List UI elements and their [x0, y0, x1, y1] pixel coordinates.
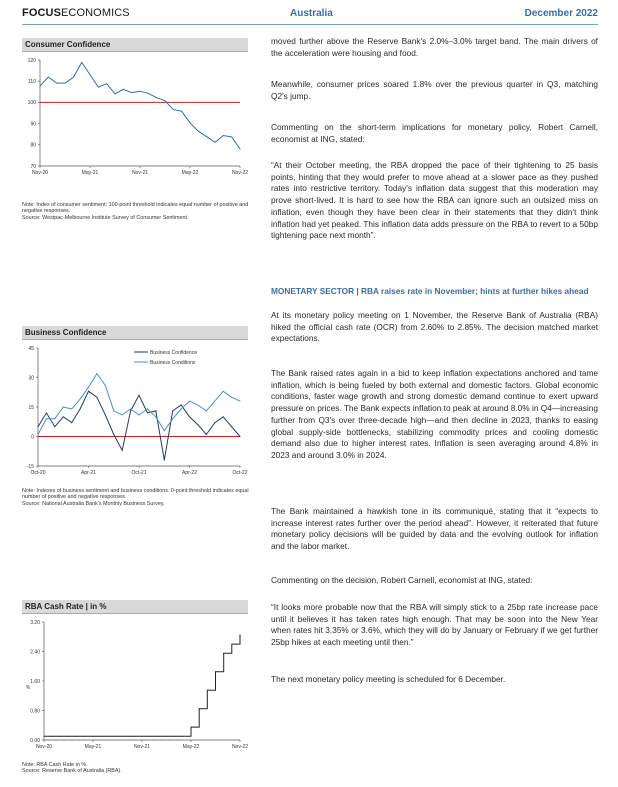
chart-note: Note: RBA Cash Rate in %.	[22, 762, 88, 768]
paragraph-2: Meanwhile, consumer prices soared 1.8% over the previous quarter in Q3, matching Q2's jump.	[271, 79, 598, 101]
data-point	[215, 671, 216, 672]
chart-source: Source: Westpac-Melbourne Institute Survey of Consumer Sentiment.	[22, 214, 189, 221]
data-point	[147, 408, 148, 409]
y-tick-label: 100	[27, 100, 36, 107]
legend-label: Business Conditions	[150, 359, 196, 366]
data-point	[174, 736, 175, 737]
data-point	[231, 644, 232, 645]
y-axis-label: %	[25, 685, 31, 691]
rba-cash-rate-plot	[22, 614, 248, 754]
data-point	[73, 77, 74, 78]
data-point	[150, 736, 151, 737]
data-point	[214, 422, 215, 423]
data-point	[88, 387, 89, 388]
data-point	[206, 136, 207, 137]
data-point	[101, 736, 102, 737]
quote-1: “At their October meeting, the RBA dropped the pace of their tightening to 25 basis points, hinting that they would prefer to move ahead at a slower pace as they pushed rates into restrictive territory. Today's inflation data suggest that this moderation may prove short-lived. It is hard to see how the RBA can ignore such an outsized miss on inflation, even though they have been clear in their statements that they didn't think inflation had yet peaked. This inflation data adds pressure on the RBA to revert to a 50bp tightening pace next month”.	[271, 160, 598, 241]
data-point	[68, 736, 69, 737]
data-point	[54, 426, 55, 427]
data-point	[223, 391, 224, 392]
chart-note: Note: Index of consumer sentiment; 100-point threshold indicates equal number of positive and negative responses.	[22, 202, 249, 215]
data-point	[215, 142, 216, 143]
data-point	[76, 736, 77, 737]
x-tick-label: May-22	[181, 170, 199, 176]
data-point	[223, 135, 224, 136]
data-point	[46, 418, 47, 419]
data-point	[231, 136, 232, 137]
data-point	[105, 414, 106, 415]
data-point	[189, 416, 190, 417]
data-point	[122, 414, 123, 415]
data-point	[206, 410, 207, 411]
y-tick-label: 1.60	[30, 678, 40, 685]
y-tick-label: 3.20	[30, 619, 40, 626]
x-tick-label: Nov-21	[133, 744, 151, 750]
data-point	[206, 434, 207, 435]
chart-note: Note: Indexes of business sentiment and business conditions. 0-point threshold indicates equal number of positive and negative responses.	[22, 488, 249, 501]
y-tick-label: 0.80	[30, 708, 40, 715]
data-point	[71, 422, 72, 423]
paragraph-8: Commenting on the decision, Robert Carnell, economist at ING, stated:	[271, 575, 533, 585]
x-tick-label: Oct-20	[30, 470, 46, 476]
data-point	[90, 74, 91, 75]
data-point	[93, 736, 94, 737]
business-confidence-plot	[22, 340, 248, 480]
report-date: December 2022	[524, 8, 598, 19]
data-point	[197, 405, 198, 406]
consumer-confidence-chart	[22, 38, 248, 180]
data-point	[142, 736, 143, 737]
x-tick-label: Oct-22	[232, 470, 248, 476]
data-point	[122, 450, 123, 451]
x-tick-label: May-22	[182, 744, 200, 750]
data-point	[60, 736, 61, 737]
data-point	[231, 397, 232, 398]
data-point	[84, 736, 85, 737]
data-point	[197, 424, 198, 425]
data-point	[165, 100, 166, 101]
data-point	[231, 426, 232, 427]
data-point	[189, 401, 190, 402]
series-line-1	[40, 63, 240, 150]
data-point	[133, 736, 134, 737]
paragraph-3: Commenting on the short-term implications for monetary policy, Robert Carnell, economist at ING, stated:	[271, 122, 598, 144]
data-point	[54, 418, 55, 419]
rba-cash-rate-chart	[22, 600, 248, 754]
data-point	[113, 410, 114, 411]
focus-economics-logo: FOCUSECONOMICS	[22, 7, 130, 19]
chart-source: Source: Reserve Bank of Australia (RBA).	[22, 768, 122, 775]
data-point	[240, 149, 241, 150]
data-point	[40, 86, 41, 87]
header-rule	[22, 24, 598, 25]
series-line-1	[44, 635, 240, 736]
data-point	[56, 83, 57, 84]
chart-source: Source: National Australia Bank's Monthly Business Survey.	[22, 500, 165, 507]
data-point	[80, 408, 81, 409]
x-tick-label: Nov-21	[131, 170, 149, 176]
y-tick-label: 0	[31, 434, 34, 441]
paragraph-7: The Bank maintained a hawkish tone in its communiqué, stating that it “expects to increase interest rates further over the period ahead”. However, it reiterated that future monetary policy decisions will be guided by data and the evolving outlook for inflation and the labor market.	[271, 506, 598, 552]
data-point	[240, 401, 241, 402]
data-point	[148, 93, 149, 94]
data-point	[181, 111, 182, 112]
y-tick-label: 110	[28, 79, 36, 85]
data-point	[105, 385, 106, 386]
x-tick-label: Nov-22	[231, 170, 248, 176]
data-point	[44, 736, 45, 737]
paragraph-5: At its monetary policy meeting on 1 November, the Reserve Bank of Australia (RBA) hiked the official cash rate (OCR) from 2.60% to 2.85%. The decision matched market expectations.	[271, 310, 598, 344]
business-confidence-chart	[22, 326, 248, 480]
data-point	[131, 92, 132, 93]
x-tick-label: Apr-22	[181, 470, 198, 476]
data-point	[223, 416, 224, 417]
data-point	[106, 83, 107, 84]
data-point	[130, 410, 131, 411]
business-confidence-note	[22, 488, 262, 507]
data-point	[109, 736, 110, 737]
y-tick-label: 45	[28, 345, 34, 352]
data-point	[147, 412, 148, 413]
section-heading: MONETARY SECTOR | RBA raises rate in November; hints at further hikes ahead	[271, 286, 589, 296]
chart-title: Consumer Confidence	[22, 38, 248, 52]
x-tick-label: Apr-21	[80, 470, 97, 476]
data-point	[207, 690, 208, 691]
country-label: Australia	[290, 8, 333, 19]
y-tick-label: 15	[28, 404, 34, 411]
data-point	[96, 373, 97, 374]
data-point	[139, 414, 140, 415]
data-point	[113, 434, 114, 435]
paragraph-1: moved further above the Reserve Bank's 2.0%–3.0% target band. The main drivers of the acceleration were housing and food.	[271, 36, 598, 58]
data-point	[198, 131, 199, 132]
data-point	[98, 87, 99, 88]
data-point	[223, 653, 224, 654]
data-point	[199, 708, 200, 709]
data-point	[63, 416, 64, 417]
data-point	[181, 408, 182, 409]
consumer-confidence-note	[22, 202, 262, 221]
data-point	[240, 634, 241, 635]
data-point	[191, 727, 192, 728]
paragraph-10: The next monetary policy meeting is scheduled for 6 December.	[271, 674, 506, 684]
data-point	[125, 736, 126, 737]
x-tick-label: Nov-20	[35, 744, 53, 750]
y-tick-label: 0.00	[30, 737, 40, 744]
data-point	[172, 410, 173, 411]
data-point	[164, 430, 165, 431]
legend-label: Business Confidence	[150, 349, 197, 356]
series-line-2	[38, 374, 240, 435]
x-tick-label: Nov-20	[31, 170, 49, 176]
chart-title: Business Confidence	[22, 326, 248, 340]
data-point	[240, 436, 241, 437]
chart-title: RBA Cash Rate | in %	[22, 600, 248, 614]
data-point	[52, 736, 53, 737]
data-point	[123, 89, 124, 90]
rba-cash-rate-note	[22, 762, 262, 775]
data-point	[182, 736, 183, 737]
data-point	[139, 395, 140, 396]
x-tick-label: May-21	[84, 744, 102, 750]
quote-2: “It looks more probable now that the RBA will simply stick to a 25bp rate increase pace until it believes it has taken rates high enough. That may be soon into the New Year when rates hit 3.35% or 3.6%, which they will do by January or February if we get further 25bp hikes at each meeting until then.”	[271, 602, 598, 648]
y-tick-label: 2.40	[30, 649, 40, 656]
x-tick-label: Oct-21	[131, 470, 147, 476]
data-point	[140, 91, 141, 92]
data-point	[117, 736, 118, 737]
y-tick-label: 80	[30, 142, 36, 149]
data-point	[48, 76, 49, 77]
series-line-1	[38, 391, 240, 460]
data-point	[46, 412, 47, 413]
y-tick-label: 90	[30, 121, 36, 128]
page-header	[22, 6, 598, 24]
paragraph-6: The Bank raised rates again in a bid to keep inflation expectations anchored and tame inflation, which is being fueled by both external and domestic factors. Global economic conditions, faster wage growth and strong domestic demand continue to exert upward pressure on prices. The Bank expects inflation to peak at around 8.0% in Q4—increasing further from Q3's over three-decade high—and then decline in 2023, thanks to easing global supply-side bottlenecks, stabilizing commodity prices and cooling domestic demand also due to higher interest rates. Inflation is seen averaging around 4.8% in 2023 and around 3.0% in 2024.	[271, 368, 598, 460]
data-point	[38, 434, 39, 435]
data-point	[190, 122, 191, 123]
data-point	[63, 407, 64, 408]
data-point	[71, 408, 72, 409]
data-point	[81, 62, 82, 63]
data-point	[214, 401, 215, 402]
data-point	[164, 460, 165, 461]
data-point	[158, 736, 159, 737]
data-point	[166, 736, 167, 737]
data-point	[155, 416, 156, 417]
data-point	[88, 391, 89, 392]
y-tick-label: -15	[26, 463, 34, 470]
y-tick-label: 120	[27, 57, 36, 64]
data-point	[173, 109, 174, 110]
x-tick-label: Nov-22	[231, 744, 248, 750]
x-tick-label: May-21	[81, 170, 99, 176]
data-point	[65, 83, 66, 84]
data-point	[38, 426, 39, 427]
data-point	[80, 399, 81, 400]
y-tick-label: 70	[30, 163, 36, 170]
data-point	[156, 97, 157, 98]
data-point	[96, 397, 97, 398]
data-point	[181, 405, 182, 406]
data-point	[172, 418, 173, 419]
data-point	[130, 408, 131, 409]
consumer-confidence-plot	[22, 52, 248, 180]
data-point	[155, 410, 156, 411]
y-tick-label: 30	[28, 375, 34, 382]
data-point	[115, 93, 116, 94]
